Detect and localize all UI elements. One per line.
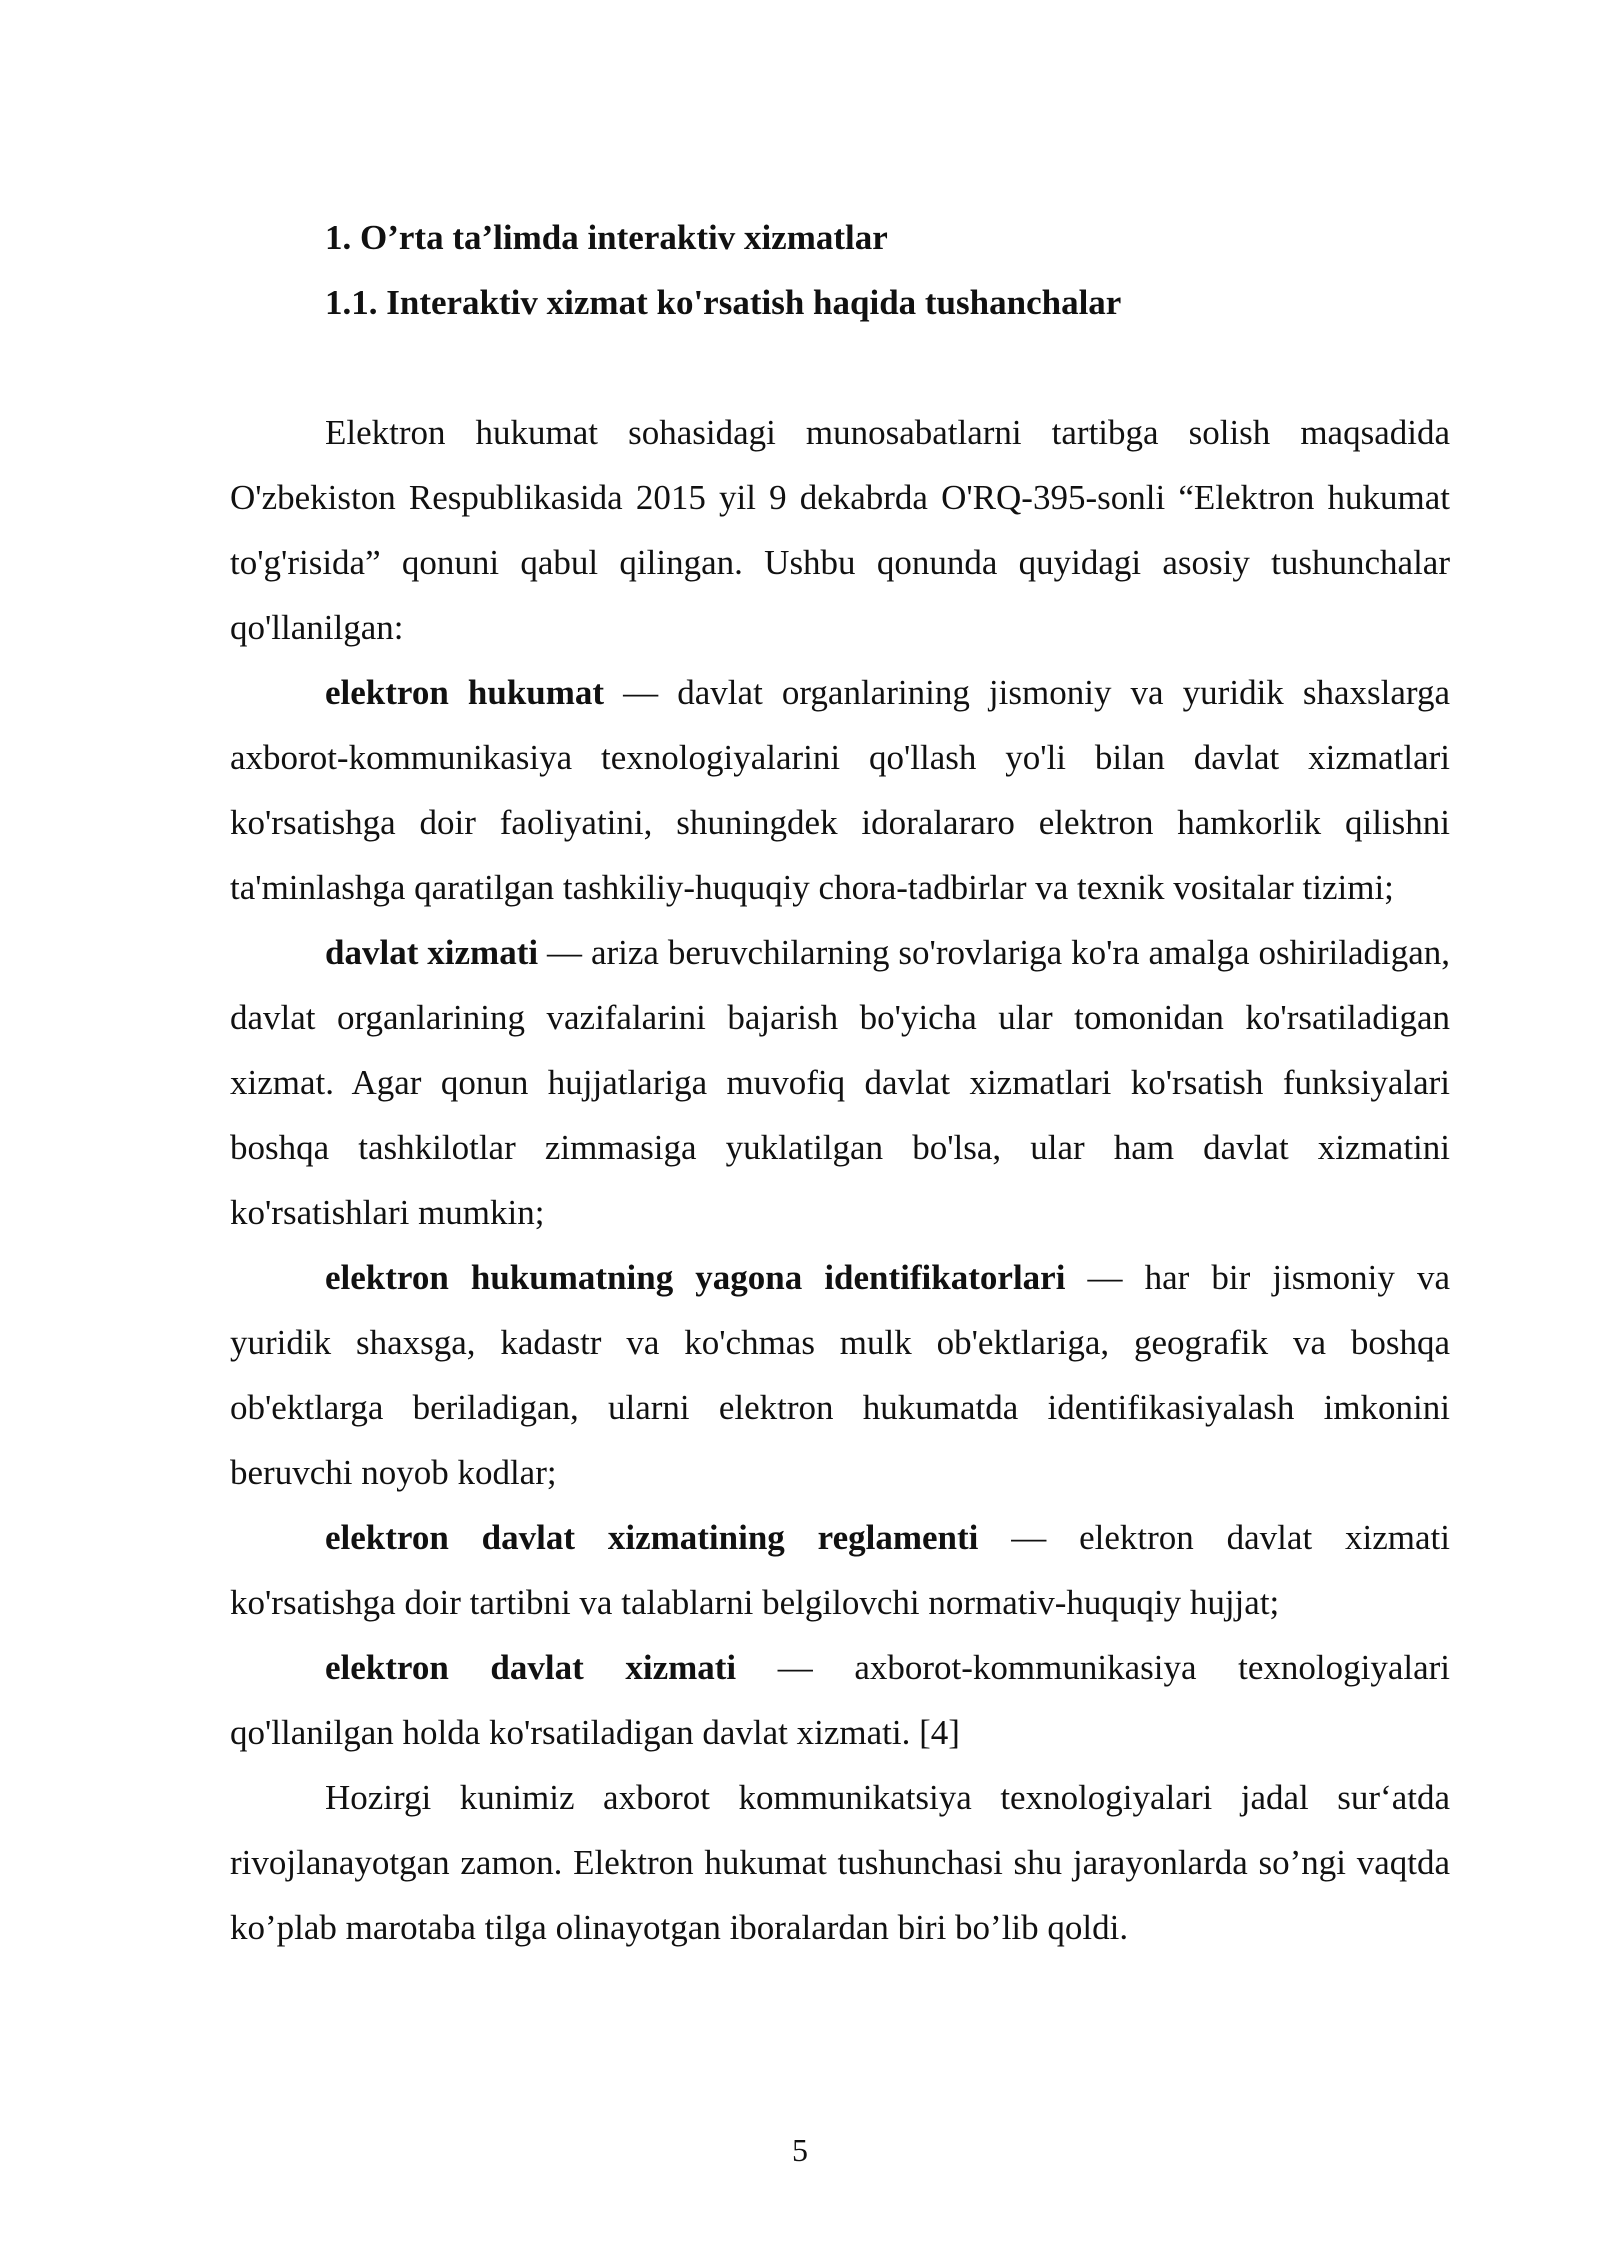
page-number: 5 [792,2132,808,2168]
section-heading: 1.1. Interaktiv xizmat ko'rsatish haqida tushanchalar [325,283,1122,322]
definition-term: davlat xizmati [325,933,539,972]
definition-text: — axborot-kommunikasiya texnologiyalari qo'llanilgan holda ko'rsatiladigan davlat xizmati. [4] [230,1648,1450,1752]
definition-term: elektron hukumatning yagona identifikatorlari [325,1258,1066,1297]
definition-text: — elektron davlat xizmati ko'rsatishga doir tartibni va talablarni belgilovchi normativ-huquqiy hujjat; [230,1518,1450,1622]
definition-davlat-xizmati [230,920,1450,1245]
definition-elektron-hukumat [230,660,1450,920]
document-page [230,205,1450,1960]
definition-text: — davlat organlarining jismoniy va yuridik shaxslarga axborot-kommunikasiya texnologiyalarini qo'llash yo'li bilan davlat xizmatlari ko'rsatishga doir faoliyatini, shuningdek idoralararo elektron hamkorlik qilishni ta'minlashga qaratilgan tashkiliy-huquqiy chora-tadbirlar va texnik vositalar tizimi; [230,673,1450,907]
definition-text: — har bir jismoniy va yuridik shaxsga, kadastr va ko'chmas mulk ob'ektlariga, geografik va boshqa ob'ektlarga beriladigan, ularni elektron hukumatda identifikasiyalash imkonini beruvchi noyob kodlar; [230,1258,1450,1492]
definition-elektron-davlat-xizmati [230,1635,1450,1765]
definition-reglament [230,1505,1450,1635]
definition-identifikatorlar [230,1245,1450,1505]
definition-text: — ariza beruvchilarning so'rovlariga ko'ra amalga oshiriladigan, davlat organlarining vazifalarini bajarish bo'yicha ular tomonidan ko'rsatiladigan xizmat. Agar qonun hujjatlariga muvofiq davlat xizmatlari ko'rsatish funksiyalari boshqa tashkilotlar zimmasiga yuklatilgan bo'lsa, ular ham davlat xizmatini ko'rsatishlari mumkin; [230,933,1450,1232]
definition-term: elektron davlat xizmatining reglamenti [325,1518,979,1557]
body-text [230,400,1450,1960]
closing-paragraph: Hozirgi kunimiz axborot kommunikatsiya texnologiyalari jadal sur‘atda rivojlanayotgan zamon. Elektron hukumat tushunchasi shu jarayonlarda so’ngi vaqtda ko’plab marotaba tilga olinayotgan iboralardan biri bo’lib qoldi. [230,1778,1450,1947]
chapter-heading: 1. O’rta ta’limda interaktiv xizmatlar [325,218,888,257]
intro-paragraph: Elektron hukumat sohasidagi munosabatlarni tartibga solish maqsadida O'zbekiston Respublikasida 2015 yil 9 dekabrda O'RQ-395-sonli “Elektron hukumat to'g'risida” qonuni qabul qilingan. Ushbu qonunda quyidagi asosiy tushunchalar qo'llanilgan: [230,413,1450,647]
definition-term: elektron hukumat [325,673,605,712]
definition-term: elektron davlat xizmati [325,1648,737,1687]
